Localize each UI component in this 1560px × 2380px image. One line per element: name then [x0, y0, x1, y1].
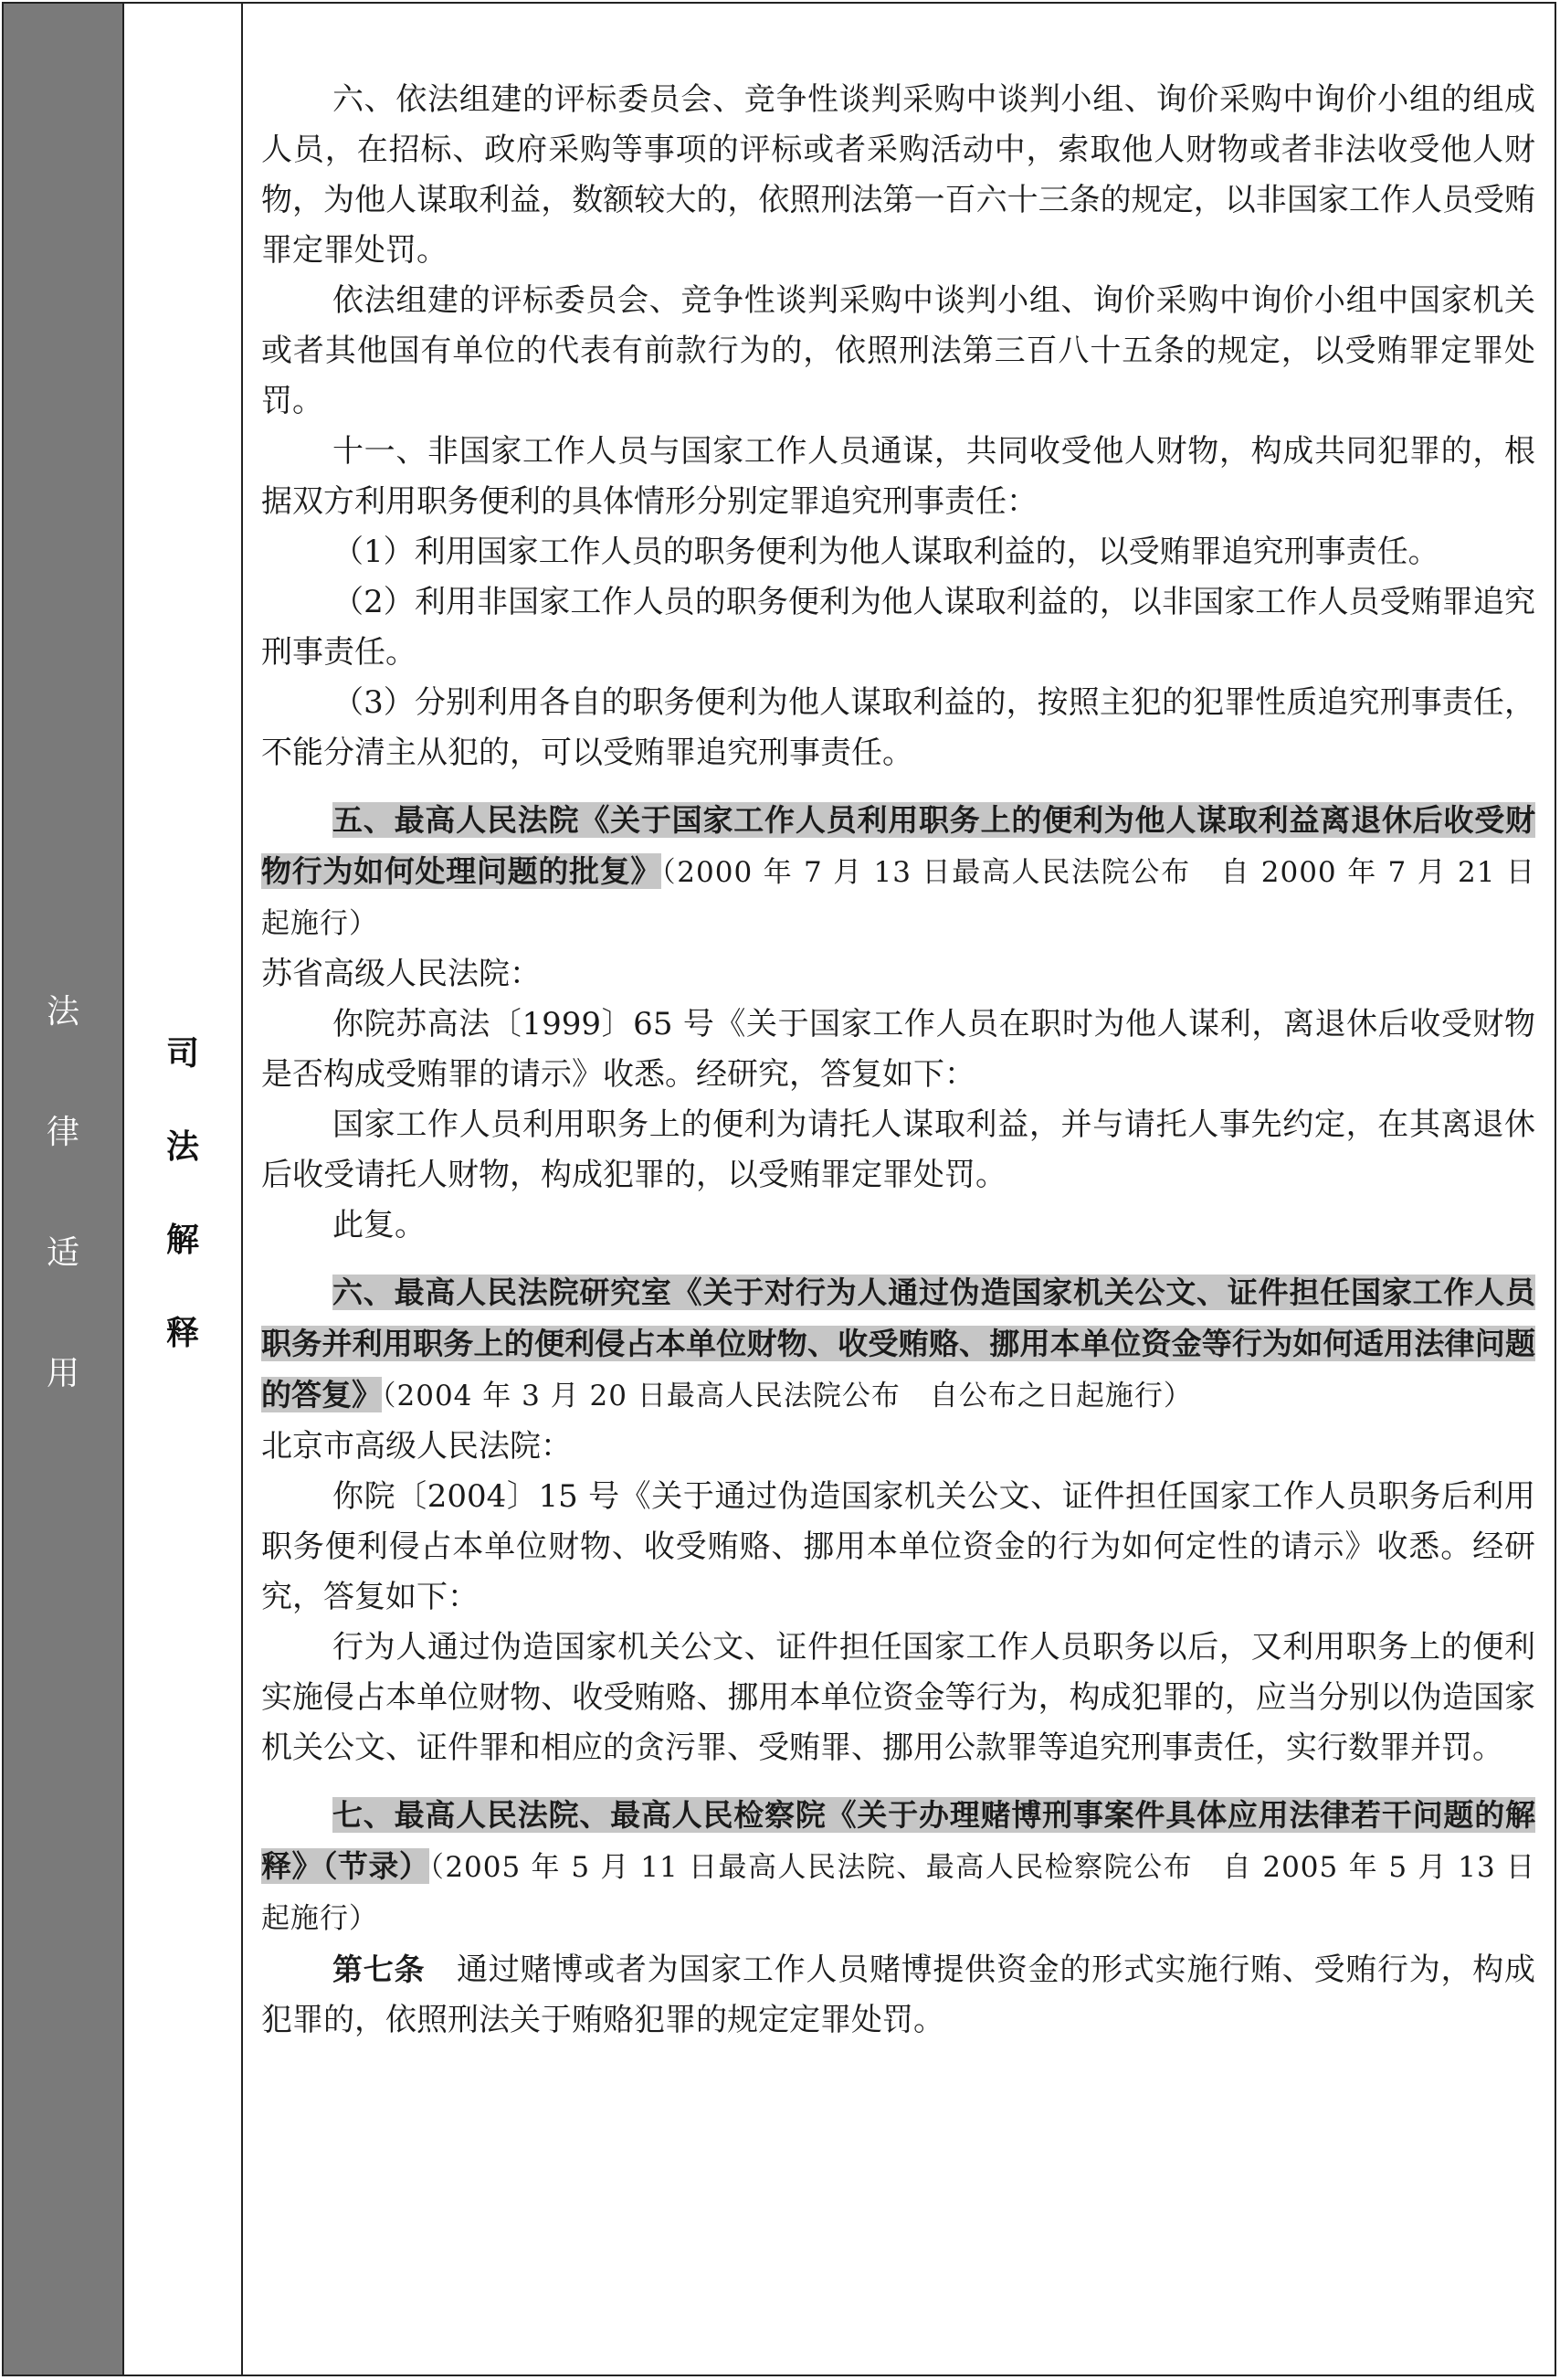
document-body	[261, 75, 1535, 2046]
category-column	[4, 4, 124, 2375]
section-title: 七、最高人民法院、最高人民检察院《关于办理赌博刑事案件具体应用法律若干问题的解释》（节录）	[261, 1797, 1535, 1884]
paragraph: （1）利用国家工作人员的职务便利为他人谋取利益的，以受贿罪追究刑事责任。	[332, 534, 1439, 570]
paragraph: 你院苏高法〔1999〕65 号《关于国家工作人员在职时为他人谋利，离退休后收受财物是否构成受贿罪的请示》收悉。经研究，答复如下：	[261, 1006, 1535, 1093]
paragraph: （3）分别利用各自的职务便利为他人谋取利益的，按照主犯的犯罪性质追究刑事责任，不能分清主从犯的，可以受贿罪追究刑事责任。	[261, 684, 1535, 771]
paragraph: 六、依法组建的评标委员会、竞争性谈判采购中谈判小组、询价采购中询价小组的组成人员，在招标、政府采购等事项的评标或者采购活动中，索取他人财物或者非法收受他人财物，为他人谋取利益，数额较大的，依照刑法第一百六十三条的规定，以非国家工作人员受贿罪定罪处罚。	[261, 81, 1535, 269]
section-meta: （2004 年 3 月 20 日最高人民法院公布 自公布之日起施行）	[382, 1380, 1193, 1412]
paragraph: 你院〔2004〕15 号《关于通过伪造国家机关公文、证件担任国家工作人员职务后利用职务便利侵占本单位财物、收受贿赂、挪用本单位资金的行为如何定性的请示》收悉。经研究，答复如下：	[261, 1478, 1535, 1615]
subcategory-char: 释	[165, 1315, 199, 1352]
paragraph: 国家工作人员利用职务上的便利为请托人谋取利益，并与请托人事先约定，在其离退休后收受请托人财物，构成犯罪的，以受贿罪定罪处罚。	[261, 1106, 1535, 1193]
category-char: 法	[46, 993, 79, 1031]
section-title: 五、最高人民法院《关于国家工作人员利用职务上的便利为他人谋取利益离退休后收受财物行为如何处理问题的批复》	[261, 802, 1535, 889]
article-paragraph	[261, 1944, 1535, 2046]
addressee: 北京市高级人民法院：	[261, 1428, 572, 1465]
article-label: 第七条	[332, 1952, 426, 1987]
section-heading	[261, 795, 1535, 949]
paragraph: （2）利用非国家工作人员的职务便利为他人谋取利益的，以非国家工作人员受贿罪追究刑事责任。	[261, 584, 1535, 671]
category-char: 律	[46, 1114, 79, 1151]
section-heading	[261, 1267, 1535, 1422]
category-char: 用	[46, 1355, 79, 1392]
section-heading	[261, 1790, 1535, 1944]
addressee: 苏省高级人民法院：	[261, 956, 541, 992]
subcategory-char: 法	[165, 1128, 199, 1166]
paragraph: 此复。	[332, 1207, 426, 1243]
section-title: 六、最高人民法院研究室《关于对行为人通过伪造国家机关公文、证件担任国家工作人员职务并利用职务上的便利侵占本单位财物、收受贿赂、挪用本单位资金等行为如何适用法律问题的答复》	[261, 1275, 1535, 1412]
article-text: 通过赌博或者为国家工作人员赌博提供资金的形式实施行贿、受贿行为，构成犯罪的，依照刑法关于贿赂犯罪的规定定罪处罚。	[261, 1952, 1536, 2038]
subcategory-char: 解	[165, 1222, 199, 1259]
paragraph: 十一、非国家工作人员与国家工作人员通谋，共同收受他人财物，构成共同犯罪的，根据双方利用职务便利的具体情形分别定罪追究刑事责任：	[261, 433, 1535, 520]
subcategory-char: 司	[165, 1035, 199, 1073]
subcategory-column	[124, 4, 243, 2375]
category-char: 适	[46, 1234, 79, 1272]
section-meta: （2005 年 5 月 11 日最高人民法院、最高人民检察院公布 自 2005 年 5 月 13 日起施行）	[261, 1851, 1536, 1935]
paragraph: 行为人通过伪造国家机关公文、证件担任国家工作人员职务以后，又利用职务上的便利实施侵占本单位财物、收受贿赂、挪用本单位资金等行为，构成犯罪的，应当分别以伪造国家机关公文、证件罪和相应的贪污罪、受贿罪、挪用公款罪等追究刑事责任，实行数罪并罚。	[261, 1629, 1535, 1766]
paragraph: 依法组建的评标委员会、竞争性谈判采购中谈判小组、询价采购中询价小组中国家机关或者其他国有单位的代表有前款行为的，依照刑法第三百八十五条的规定，以受贿罪定罪处罚。	[261, 282, 1535, 419]
section-meta: （2000 年 7 月 13 日最高人民法院公布 自 2000 年 7 月 21 日起施行）	[261, 856, 1535, 940]
